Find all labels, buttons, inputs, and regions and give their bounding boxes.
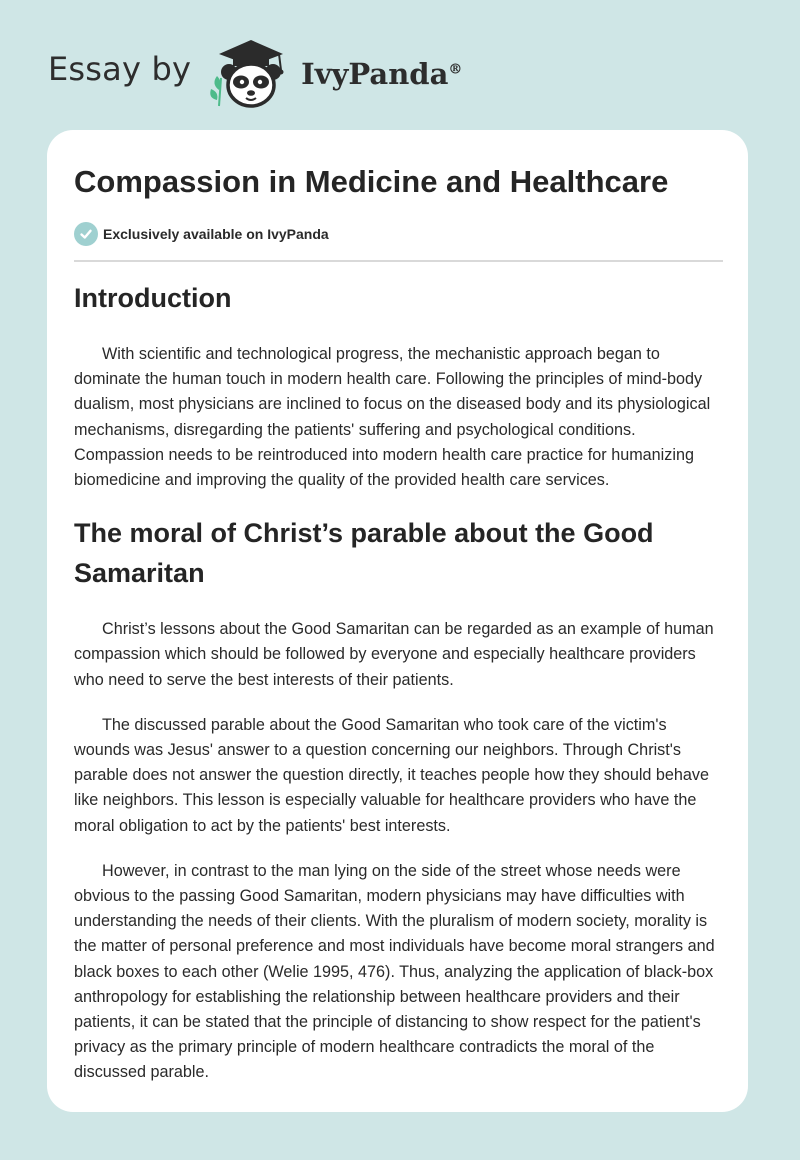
check-circle-icon xyxy=(74,222,98,246)
section-good-samaritan xyxy=(74,513,723,1085)
panda-logo-icon xyxy=(205,32,297,112)
essay-body xyxy=(74,278,723,1106)
title-divider xyxy=(74,260,723,262)
paragraph: Christ’s lessons about the Good Samaritan can be regarded as an example of human compassion which should be followed by everyone and especially healthcare providers who need to serve the best interests of their patients. xyxy=(74,620,714,689)
brand-prefix: Essay by xyxy=(48,50,192,88)
brand-name: IvyPanda® xyxy=(301,57,463,91)
badge-label: Exclusively available on IvyPanda xyxy=(103,226,329,242)
paragraph: With scientific and technological progress, the mechanistic approach began to dominate the human touch in modern health care. Following the principles of mind-body dualism, most physicians are inclined to focus on the diseased body and its physiological mechanisms, disregarding the patients' suffering and psychological conditions. Compassion needs to be reintroduced into modern health care practice for humanizing biomedicine and improving the quality of the provided health care services. xyxy=(74,345,711,490)
section-introduction xyxy=(74,278,723,493)
paragraph: However, in contrast to the man lying on the side of the street whose needs were obvious to the passing Good Samaritan, modern physicians may have difficulties with understanding the needs of their clients. With the pluralism of modern society, morality is the matter of personal preference and most individuals have become moral strangers and black boxes to each other (Welie 1995, 476). Thus, analyzing the application of black-box anthropology for establishing the relationship between healthcare providers and their patients, it can be stated that the principle of distancing to show respect for the patient's privacy as the primary principle of modern healthcare contradicts the moral of the discussed parable. xyxy=(74,861,715,1082)
essay-card xyxy=(47,130,748,1112)
section-heading: Introduction xyxy=(74,283,232,313)
exclusive-badge xyxy=(74,222,329,246)
section-heading: The moral of Christ’s parable about the Good Samaritan xyxy=(74,518,654,589)
brand-header xyxy=(48,32,462,112)
essay-title: Compassion in Medicine and Healthcare xyxy=(74,164,669,199)
paragraph: The discussed parable about the Good Samaritan who took care of the victim's wounds was Jesus' answer to a question concerning our neighbors. Through Christ's parable does not answer the question directly, it teaches people how they should behave like neighbors. This lesson is especially valuable for healthcare providers who have the moral obligation to act by the patients' best interests. xyxy=(74,715,710,835)
